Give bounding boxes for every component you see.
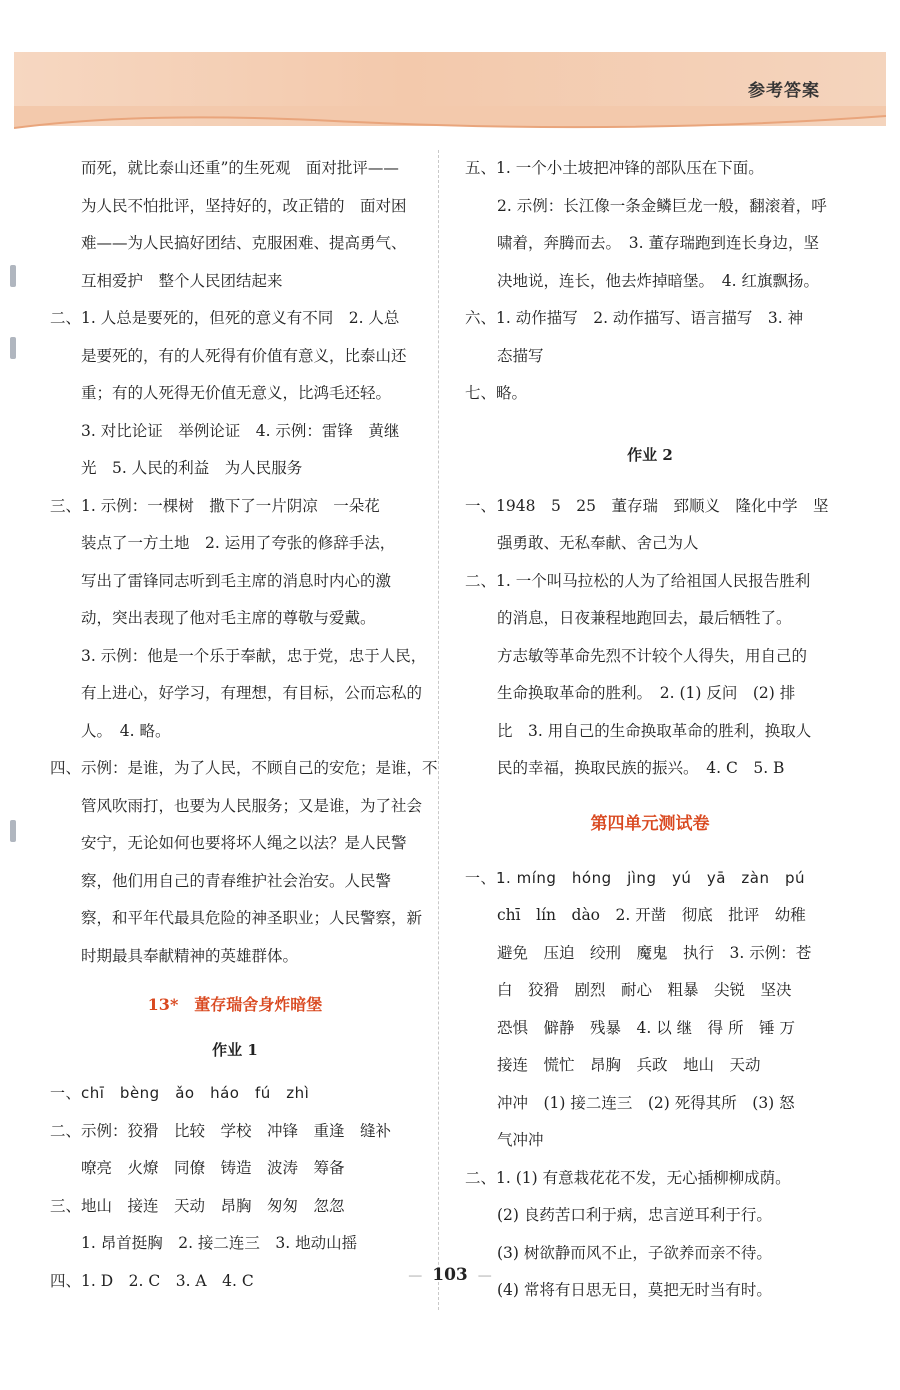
text-line: 3. 示例：他是一个乐于奉献，忠于党，忠于人民，	[81, 646, 427, 665]
answer-section-2: 二、1. 一个叫马拉松的人为了给祖国人民报告胜利	[465, 571, 811, 590]
text-line: 重；有的人死得无价值无意义，比鸿毛还轻。	[81, 384, 392, 402]
text-line: 强勇敢、无私奉献、舍己为人	[497, 534, 699, 552]
text-line: 态描写	[497, 346, 544, 365]
text-line: 生命换取革命的胜利。 2. (1) 反问 (2) 排	[497, 684, 796, 702]
text-line: 2. 示例：长江像一条金鳞巨龙一般，翻滚着，呼	[497, 196, 827, 215]
text-line: 察，他们用自己的青春维护社会治安。人民警	[81, 871, 392, 890]
answer-section-1: 一、chī bèng ǎo háo fú zhì	[50, 1084, 310, 1102]
text-line: 3. 对比论证 举例论证 4. 示例：雷锋 黄继	[81, 421, 400, 440]
answer-section-3: 三、地山 接连 天动 昂胸 匆匆 忽忽	[50, 1196, 345, 1215]
text-line: (3) 树欲静而风不止，子欲养而亲不待。	[497, 1243, 772, 1262]
left-column	[50, 150, 438, 1300]
answer-section-3: 三、1. 示例：一棵树 撒下了一片阴凉 一朵花	[50, 496, 380, 515]
header-curve-decoration	[14, 106, 886, 136]
text-line: 互相爱护 整个人民团结起来	[81, 271, 283, 290]
text-line: 察，和平年代最具危险的神圣职业；人民警察，新	[81, 909, 423, 927]
binding-marks-lower	[10, 820, 18, 892]
text-line: 接连 慌忙 昂胸 兵政 地山 天动	[497, 1056, 761, 1074]
text-line: 方志敏等革命先烈不计较个人得失，用自己的	[497, 646, 808, 665]
answer-section-2: 二、示例：狡猾 比较 学校 冲锋 重逢 缝补	[50, 1121, 392, 1140]
text-line: 白 狡猾 剧烈 耐心 粗暴 尖锐 坚决	[497, 981, 792, 999]
text-line: 有上进心，好学习，有理想，有目标，公而忘私的	[81, 684, 423, 702]
text-line: 管风吹雨打，也要为人民服务；又是谁，为了社会	[81, 796, 423, 815]
text-line: chī lín dào 2. 开凿 彻底 批评 幼稚	[497, 906, 806, 924]
text-line: 人。 4. 略。	[81, 721, 171, 740]
text-line: 为人民不怕批评，坚持好的，改正错的 面对困	[81, 196, 407, 215]
unit-test-title: 第四单元测试卷	[590, 813, 710, 834]
text-line: 冲冲 (1) 接二连三 (2) 死得其所 (3) 怒	[497, 1093, 795, 1112]
text-line: 装点了一方土地 2. 运用了夸张的修辞手法，	[81, 534, 396, 552]
text-line: (4) 常将有日思无日，莫把无时当有时。	[497, 1281, 772, 1299]
text-line: 安宁，无论如何也要将坏人绳之以法？是人民警	[81, 834, 407, 852]
right-column	[465, 150, 835, 1310]
column-divider	[438, 150, 439, 1310]
lesson-title: 13* 董存瑞舍身炸暗堡	[147, 995, 323, 1014]
answer-section-6: 六、1. 动作描写 2. 动作描写、语言描写 3. 神	[465, 309, 804, 327]
homework-title: 作业 1	[212, 1041, 258, 1059]
text-line: 啸着，奔腾而去。 3. 董存瑞跑到连长身边，坚	[497, 234, 819, 252]
page-number: — 103 —	[0, 1265, 900, 1285]
answer-section-2: 二、1. (1) 有意栽花花不发，无心插柳柳成荫。	[465, 1168, 791, 1187]
text-line: 是要死的，有的人死得有价值有意义，比泰山还	[81, 346, 407, 365]
text-line: 1. 昂首挺胸 2. 接二连三 3. 地动山摇	[81, 1234, 358, 1252]
text-line: 民的幸福，换取民族的振兴。 4. C 5. B	[497, 759, 785, 777]
text-line: (2) 良药苦口利于病，忠言逆耳利于行。	[497, 1206, 772, 1224]
text-line: 写出了雷锋同志听到毛主席的消息时内心的激	[81, 571, 392, 590]
text-line: 恐惧 僻静 残暴 4. 以 继 得 所 锤 万	[497, 1018, 795, 1037]
text-line: 时期最具奉献精神的英雄群体。	[81, 946, 299, 965]
answer-section-4: 四、1. D 2. C 3. A 4. C	[50, 1271, 254, 1290]
page-header-title: 参考答案	[748, 81, 820, 101]
text-line: 嘹亮 火燎 同僚 铸造 波涛 筹备	[81, 1159, 345, 1177]
answer-section-7: 七、略。	[465, 384, 528, 402]
answer-section-4: 四、示例：是谁，为了人民，不顾自己的安危；是谁，不	[50, 759, 438, 777]
answer-section-1: 一、1948 5 25 董存瑞 郅顺义 隆化中学 坚	[465, 496, 829, 515]
text-line: 难——为人民搞好团结、克服困难、提高勇气、	[81, 234, 407, 252]
text-line: 决地说，连长，他去炸掉暗堡。 4. 红旗飘扬。	[497, 271, 819, 290]
answer-section-1: 一、1. míng hóng jìng yú yā zàn pú	[465, 868, 806, 887]
text-line: 而死，就比泰山还重”的生死观 面对批评——	[81, 159, 399, 177]
answer-section-5: 五、1. 一个小土坡把冲锋的部队压在下面。	[465, 159, 764, 177]
answer-section-2: 二、1. 人总是要死的，但死的意义有不同 2. 人总	[50, 309, 400, 327]
homework-title: 作业 2	[627, 445, 673, 464]
binding-marks	[10, 265, 18, 409]
text-line: 动，突出表现了他对毛主席的尊敬与爱戴。	[81, 609, 376, 627]
text-line: 光 5. 人民的利益 为人民服务	[81, 459, 303, 477]
text-line: 的消息，日夜兼程地跑回去，最后牺牲了。	[497, 609, 792, 627]
text-line: 比 3. 用自己的生命换取革命的胜利，换取人	[497, 721, 812, 740]
text-line: 避免 压迫 绞刑 魔鬼 执行 3. 示例：苍	[497, 943, 812, 962]
text-line: 气冲冲	[497, 1131, 544, 1149]
